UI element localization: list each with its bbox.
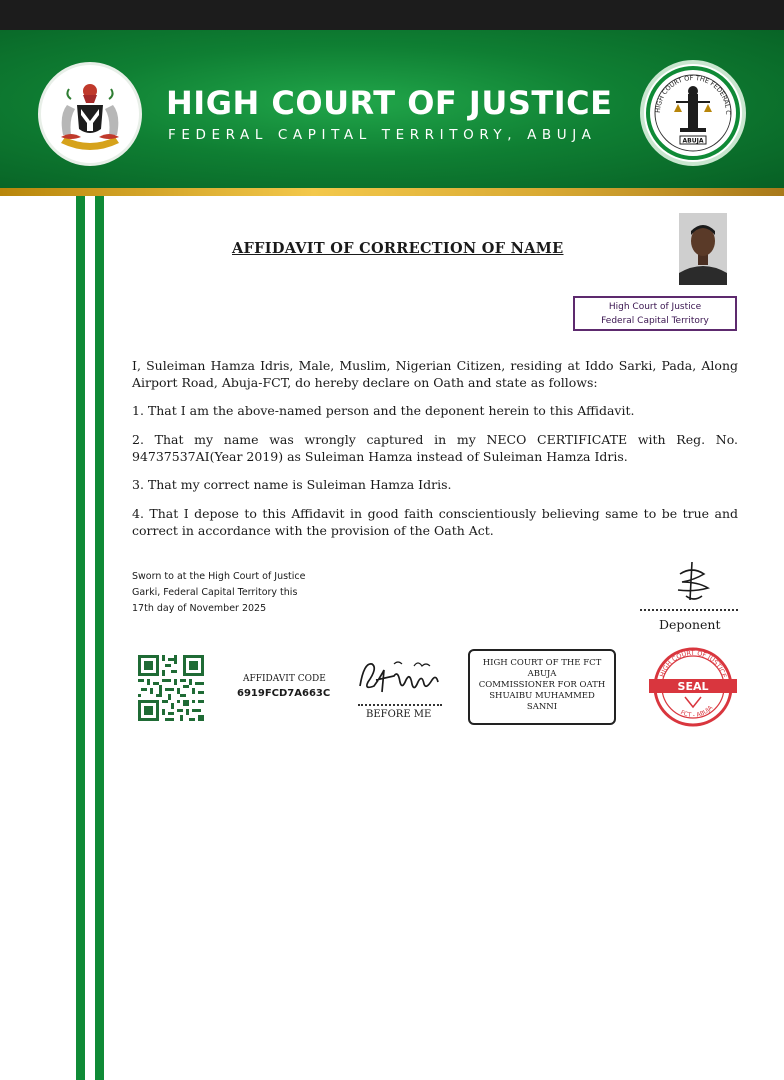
affidavit-clause-2: 2. That my name was wrongly captured in my NECO CERTIFICATE with Reg. No. 94737537AI(Year 2019) as Suleiman Hamza instead of Suleiman Hamza Idris.	[132, 432, 738, 464]
top-dark-bar	[0, 0, 784, 30]
court-seal	[645, 645, 741, 731]
green-side-stripe-1	[76, 196, 85, 1080]
coat-of-arms-emblem	[38, 62, 142, 166]
affidavit-code-label: AFFIDAVIT CODE	[243, 674, 326, 684]
seal-bottom-text: FCT - ABUJA	[679, 704, 715, 720]
commissioner-line-1: HIGH COURT OF THE FCT	[482, 658, 602, 668]
before-me-signature-line	[358, 704, 442, 706]
deponent-signature-icon	[672, 560, 712, 606]
deponent-signature	[672, 560, 712, 606]
court-stamp-box	[573, 296, 737, 331]
affidavit-clause-3: 3. That my correct name is Suleiman Hamza Idris.	[132, 477, 452, 492]
sworn-statement	[132, 569, 305, 617]
before-me-label: BEFORE ME	[366, 709, 432, 720]
emblem-city-text: ABUJA	[682, 137, 704, 145]
affidavit-intro: I, Suleiman Hamza Idris, Male, Muslim, Nigerian Citizen, residing at Iddo Sarki, Pada, Along Airport Road, Abuja-FCT, do hereby declare on Oath and state as follows:	[132, 358, 738, 390]
court-title: HIGH COURT OF JUSTICE	[166, 84, 613, 122]
deponent-label: Deponent	[659, 617, 721, 632]
justice-scales-emblem-icon	[644, 64, 742, 162]
green-side-stripe-2	[95, 196, 104, 1080]
deponent-signature-line	[640, 609, 738, 611]
red-seal-icon	[645, 645, 741, 731]
header-gold-divider	[0, 188, 784, 196]
sworn-line-2: Garki, Federal Capital Territory this	[132, 587, 298, 598]
court-subtitle: FEDERAL CAPITAL TERRITORY, ABUJA	[168, 127, 597, 143]
seal-ring-text: HIGH COURT OF JUSTICE	[658, 648, 729, 679]
affidavit-clause-1: 1. That I am the above-named person and the deponent herein to this Affidavit.	[132, 403, 635, 418]
affidavit-code-value: 6919FCD7A663C	[237, 688, 331, 699]
affidavit-title: AFFIDAVIT OF CORRECTION OF NAME	[232, 240, 564, 257]
qr-code-icon	[138, 655, 204, 721]
sworn-line-3: 17th day of November 2025	[132, 603, 267, 614]
sworn-line-1: Sworn to at the High Court of Justice	[132, 571, 306, 582]
seal-label: SEAL	[677, 680, 709, 693]
qr-code	[138, 655, 204, 721]
coat-of-arms-icon	[41, 65, 139, 163]
emblem-ring-text: HIGH COURT OF THE FEDERAL C	[653, 73, 733, 115]
commissioner-signature-icon	[354, 656, 446, 702]
affidavit-clause-4: 4. That I depose to this Affidavit in good faith conscientiously believing same to be true and correct in accordance with the provision of the Oath Act.	[132, 506, 738, 538]
stamp-line-2: Federal Capital Territory	[601, 316, 709, 326]
stamp-line-1: High Court of Justice	[608, 302, 702, 312]
commissioner-line-5: SANNI	[526, 702, 558, 712]
commissioner-line-2: ABUJA	[527, 669, 557, 679]
person-photo-icon	[679, 213, 727, 285]
commissioner-stamp-box	[468, 649, 616, 725]
commissioner-line-3: COMMISSIONER FOR OATH	[478, 680, 606, 690]
deponent-passport-photo	[679, 213, 727, 285]
fct-high-court-emblem	[640, 60, 746, 166]
commissioner-line-4: SHUAIBU MUHAMMED	[489, 691, 595, 701]
commissioner-signature	[354, 656, 446, 702]
